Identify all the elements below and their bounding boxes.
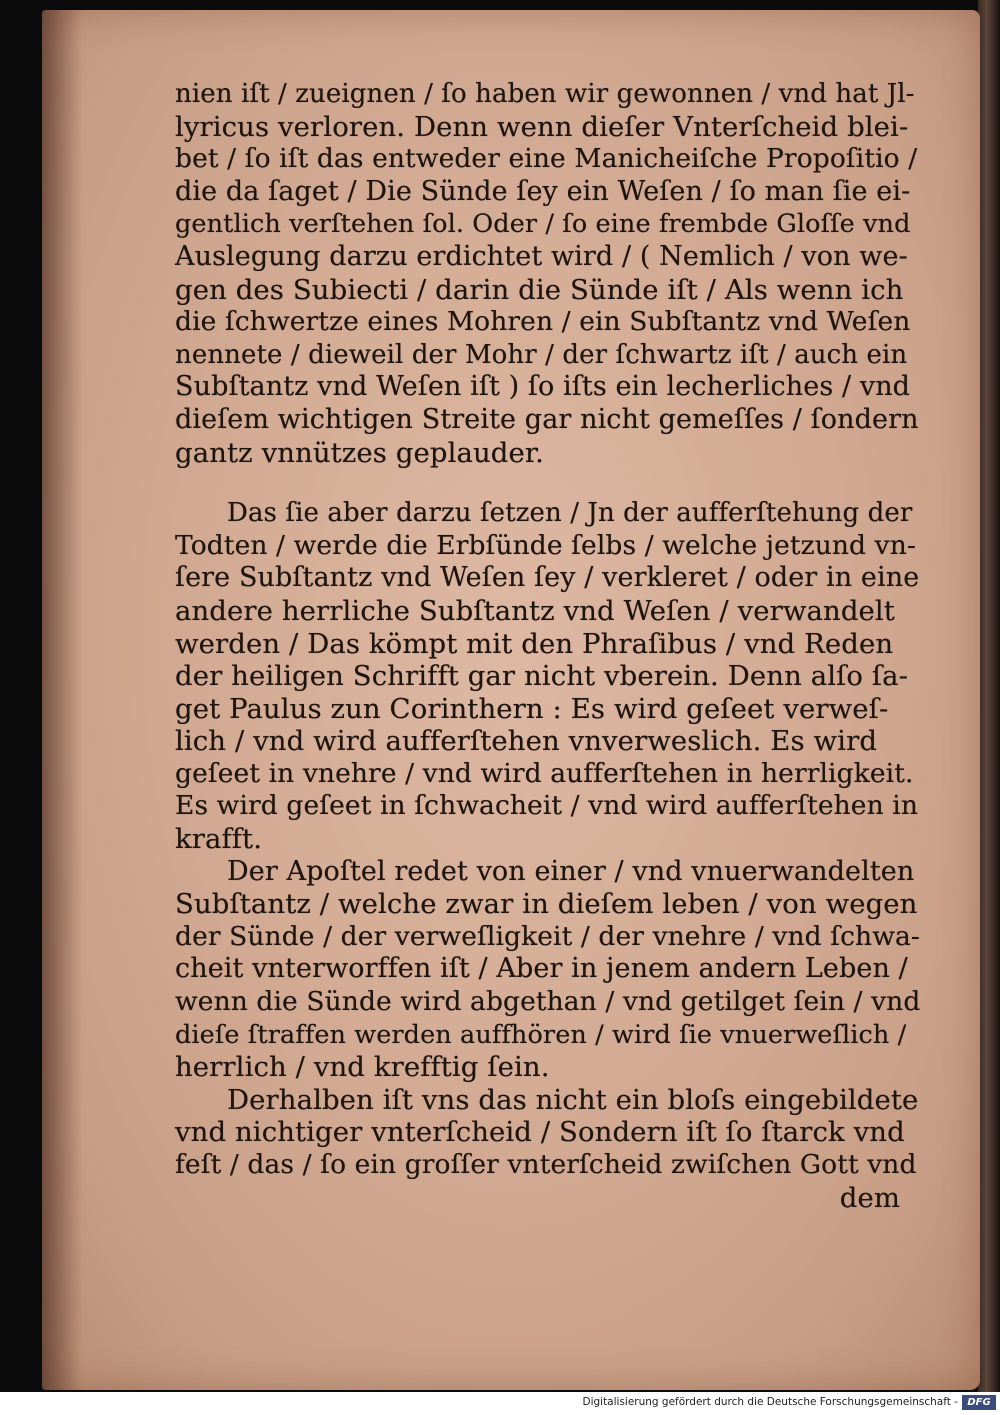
text-line: dieſe ſtraffen werden auffhören / wird ſie vnuerweſlich / [175, 1019, 907, 1050]
text-line: lich / vnd wird aufferſtehen vnverweslich. Es wird [175, 725, 878, 758]
text-line: feſt / das / ſo ein groſſer vnterſcheid zwiſchen Gott vnd [175, 1149, 917, 1180]
text-line: dieſem wichtigen Streite gar nicht gemeſſes / ſondern [175, 403, 919, 435]
text-line: Derhalben iſt vns das nicht ein bloſs eingebildete [227, 1083, 919, 1116]
text-line: bet / ſo iſt das entweder eine Manicheiſche Propoſitio / [175, 143, 918, 175]
text-line: Subſtantz vnd Weſen iſt ) ſo iſts ein lecherliches / vnd [175, 371, 911, 403]
text-line: get Paulus zun Corinthern : Es wird geſeet verweſ- [175, 692, 889, 725]
text-line: der Sünde / der verweſligkeit / der vnehre / vnd ſchwa- [175, 920, 920, 952]
catchword: dem [839, 1181, 900, 1214]
text-line: herrlich / vnd krefftig ſein. [175, 1051, 550, 1084]
text-line: ſere Subſtantz vnd Weſen ſey / verkleret / oder in eine [175, 562, 920, 594]
text-line: cheit vnterworffen iſt / Aber in jenem andern Leben / [175, 953, 908, 985]
text-line: nennete / dieweil der Mohr / der ſchwartz iſt / auch ein [175, 339, 908, 370]
funding-credit: Digitalisierung gefördert durch die Deutsche Forschungsgemeinschaft - [582, 1396, 958, 1408]
text-line: gentlich verſtehen ſol. Oder / ſo eine frembde Gloſſe vnd [175, 209, 911, 240]
dfg-logo: DFG [962, 1395, 996, 1410]
text-line: geſeet in vnehre / vnd wird aufferſtehen in herrligkeit. [175, 757, 914, 789]
text-line: Der Apoſtel redet von einer / vnd vnuerwandelten [227, 855, 915, 887]
text-line: gantz vnnützes geplauder. [175, 436, 544, 469]
footer-bar [0, 1392, 1000, 1415]
text-line: Todten / werde die Erbſünde ſelbs / welche jetzund vn- [175, 529, 916, 561]
text-line: wenn die Sünde wird abgethan / vnd getilget ſein / vnd [175, 986, 921, 1018]
text-line: werden / Das kömpt mit den Phraſibus / vnd Reden [175, 627, 894, 660]
text-line: Es wird geſeet in ſchwacheit / vnd wird aufferſtehen in [175, 790, 919, 822]
text-line: andere herrliche Subſtantz vnd Weſen / verwandelt [175, 594, 895, 627]
body-text [175, 78, 920, 1214]
text-line: gen des Subiecti / darin die Sünde iſt / Als wenn ich [175, 273, 904, 306]
text-line: lyricus verloren. Denn wenn dieſer Vnterſcheid blei- [175, 110, 909, 143]
text-line: krafft. [175, 823, 263, 856]
text-line: nien iſt / zueignen / ſo haben wir gewonnen / vnd hat Jl- [175, 79, 915, 109]
text-line: vnd nichtiger vnterſcheid / Sondern iſt ſo ſtarck vnd [175, 1116, 905, 1149]
text-line: die ſchwertze eines Mohren / ein Subſtantz vnd Weſen [175, 306, 911, 338]
book-edge [978, 0, 1000, 1392]
paragraph-gap [175, 469, 920, 497]
text-line: die da ſaget / Die Sünde ſey ein Weſen / ſo man ſie ei- [175, 175, 911, 207]
text-line: Das ſie aber darzu ſetzen / Jn der aufferſtehung der [227, 498, 913, 529]
text-line: Auslegung darzu erdichtet wird / ( Nemlich / von we- [175, 240, 908, 272]
text-line: der heiligen Schrifft gar nicht vberein. Denn alſo ſa- [175, 660, 909, 693]
text-line: Subſtantz / welche zwar in dieſem leben / von wegen [175, 888, 918, 921]
